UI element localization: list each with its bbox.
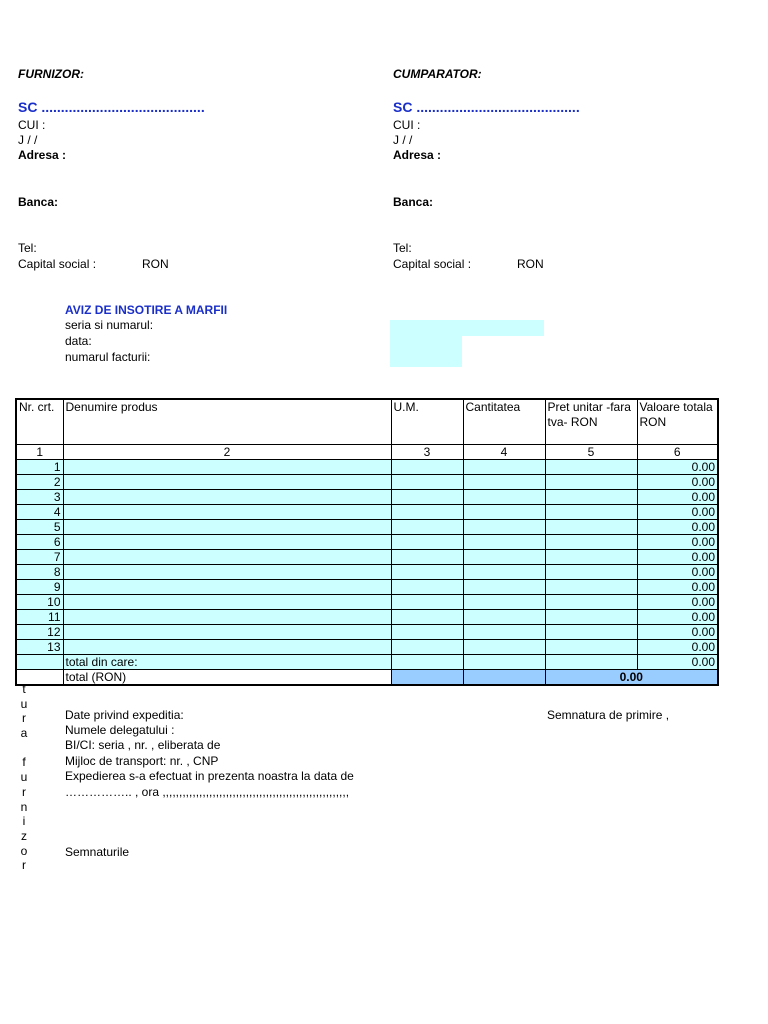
subtotal-um-cell — [391, 655, 463, 670]
subtotal-price-cell — [545, 655, 637, 670]
unit-price-cell[interactable] — [545, 580, 637, 595]
unit-price-cell[interactable] — [545, 565, 637, 580]
row-number: 3 — [16, 490, 63, 505]
row-value: 0.00 — [637, 490, 718, 505]
um-cell[interactable] — [391, 520, 463, 535]
um-cell[interactable] — [391, 595, 463, 610]
row-value: 0.00 — [637, 625, 718, 640]
quantity-cell[interactable] — [463, 520, 545, 535]
col-number: 4 — [463, 445, 545, 460]
quantity-cell[interactable] — [463, 580, 545, 595]
row-number: 11 — [16, 610, 63, 625]
supplier-capital-label: Capital social : — [18, 257, 97, 271]
table-header-row — [16, 399, 718, 445]
table-row — [16, 580, 718, 595]
notice-series-label: seria si numarul: — [65, 318, 154, 332]
um-cell[interactable] — [391, 550, 463, 565]
column-numbers-row — [16, 445, 718, 460]
invoice-input-cell[interactable] — [390, 351, 462, 367]
um-cell[interactable] — [391, 475, 463, 490]
buyer-tel: Tel: — [393, 241, 412, 255]
notice-title: AVIZ DE INSOTIRE A MARFII — [65, 303, 228, 317]
supplier-sc: SC .......................................... — [18, 99, 205, 115]
table-row — [16, 550, 718, 565]
table-row — [16, 505, 718, 520]
shipping-label: Date privind expeditia: — [65, 708, 184, 722]
total-row — [16, 670, 718, 686]
table-row — [16, 640, 718, 655]
product-cell[interactable] — [63, 610, 391, 625]
um-cell[interactable] — [391, 535, 463, 550]
unit-price-cell[interactable] — [545, 610, 637, 625]
quantity-cell[interactable] — [463, 595, 545, 610]
um-cell[interactable] — [391, 490, 463, 505]
supplier-heading: FURNIZOR: — [18, 67, 84, 81]
um-cell[interactable] — [391, 460, 463, 475]
unit-price-cell[interactable] — [545, 475, 637, 490]
row-value: 0.00 — [637, 535, 718, 550]
unit-price-cell[interactable] — [545, 535, 637, 550]
product-cell[interactable] — [63, 580, 391, 595]
supplier-tel: Tel: — [18, 241, 37, 255]
row-value: 0.00 — [637, 595, 718, 610]
table-row — [16, 460, 718, 475]
buyer-heading: CUMPARATOR: — [393, 67, 482, 81]
table-row — [16, 565, 718, 580]
quantity-cell[interactable] — [463, 475, 545, 490]
header-quantity: Cantitatea — [463, 399, 545, 445]
vertical-letter: n — [20, 799, 28, 814]
row-number: 6 — [16, 535, 63, 550]
quantity-cell[interactable] — [463, 550, 545, 565]
unit-price-cell[interactable] — [545, 595, 637, 610]
row-number: 10 — [16, 595, 63, 610]
vertical-text — [18, 682, 30, 873]
product-cell[interactable] — [63, 640, 391, 655]
supplier-address: Adresa : — [18, 148, 67, 162]
vertical-letter: r — [22, 784, 26, 799]
product-cell[interactable] — [63, 475, 391, 490]
total-value: 0.00 — [545, 670, 718, 686]
um-cell[interactable] — [391, 580, 463, 595]
row-number: 13 — [16, 640, 63, 655]
vertical-letter: t — [22, 682, 26, 696]
quantity-cell[interactable] — [463, 490, 545, 505]
product-cell[interactable] — [63, 565, 391, 580]
vertical-letter: i — [22, 814, 26, 829]
unit-price-cell[interactable] — [545, 490, 637, 505]
buyer-bank: Banca: — [393, 195, 434, 209]
product-cell[interactable] — [63, 505, 391, 520]
receipt-signature-label: Semnatura de primire , — [547, 708, 670, 722]
subtotal-row — [16, 655, 718, 670]
supplier-j: J / / — [18, 133, 38, 147]
row-number: 9 — [16, 580, 63, 595]
quantity-cell[interactable] — [463, 640, 545, 655]
row-number: 12 — [16, 625, 63, 640]
subtotal-nr-cell — [16, 655, 63, 670]
unit-price-cell[interactable] — [545, 505, 637, 520]
col-number: 6 — [637, 445, 718, 460]
row-number: 1 — [16, 460, 63, 475]
product-cell[interactable] — [63, 490, 391, 505]
supplier-cui: CUI : — [18, 118, 46, 132]
row-value: 0.00 — [637, 505, 718, 520]
unit-price-cell[interactable] — [545, 520, 637, 535]
table-row — [16, 475, 718, 490]
buyer-cui: CUI : — [393, 118, 421, 132]
vertical-letter: r — [22, 711, 26, 726]
row-number: 7 — [16, 550, 63, 565]
id-card-label: BI/CI: seria , nr. , eliberata de — [65, 738, 221, 752]
row-value: 0.00 — [637, 550, 718, 565]
vertical-letter: u — [20, 696, 28, 711]
product-cell[interactable] — [63, 625, 391, 640]
row-value: 0.00 — [637, 520, 718, 535]
row-number: 4 — [16, 505, 63, 520]
vertical-letter: a — [20, 726, 28, 741]
vertical-letter: o — [20, 843, 28, 858]
notice-date-label: data: — [65, 334, 92, 348]
vertical-letter — [18, 741, 30, 756]
header-nr: Nr. crt. — [16, 399, 63, 445]
buyer-capital-label: Capital social : — [393, 257, 472, 271]
col-number: 5 — [545, 445, 637, 460]
row-value: 0.00 — [637, 565, 718, 580]
unit-price-cell[interactable] — [545, 550, 637, 565]
row-value: 0.00 — [637, 460, 718, 475]
row-value: 0.00 — [637, 610, 718, 625]
um-cell[interactable] — [391, 610, 463, 625]
row-value: 0.00 — [637, 640, 718, 655]
vertical-letter: u — [20, 770, 28, 785]
product-cell[interactable] — [63, 520, 391, 535]
col-number: 3 — [391, 445, 463, 460]
product-cell[interactable] — [63, 535, 391, 550]
subtotal-qty-cell — [463, 655, 545, 670]
um-cell[interactable] — [391, 640, 463, 655]
um-cell[interactable] — [391, 565, 463, 580]
signatures-label: Semnaturile — [65, 845, 130, 859]
table-row — [16, 625, 718, 640]
header-um: U.M. — [391, 399, 463, 445]
quantity-cell[interactable] — [463, 505, 545, 520]
header-unit-price: Pret unitar -fara tva- RON — [545, 399, 637, 445]
unit-price-cell[interactable] — [545, 460, 637, 475]
quantity-cell[interactable] — [463, 610, 545, 625]
table-row — [16, 610, 718, 625]
items-table — [15, 398, 719, 686]
vertical-letter: r — [22, 858, 26, 873]
product-cell[interactable] — [63, 550, 391, 565]
date-time-line: …………….. , ora ,,,,,,,,,,,,,,,,,,,,,,,,,,,,,,,,,,,,,,,,,,,,,,,,,,,,,,,, — [65, 785, 350, 799]
delegate-label: Numele delegatului : — [65, 723, 175, 737]
table-row — [16, 595, 718, 610]
product-cell[interactable] — [63, 595, 391, 610]
buyer-j: J / / — [393, 133, 413, 147]
table-row — [16, 535, 718, 550]
vertical-letter: z — [21, 828, 27, 843]
quantity-cell[interactable] — [463, 460, 545, 475]
subtotal-value: 0.00 — [637, 655, 718, 670]
vertical-letter: f — [22, 755, 26, 770]
total-label: total (RON) — [63, 670, 391, 686]
date-input-cell[interactable] — [390, 336, 462, 351]
um-cell[interactable] — [391, 505, 463, 520]
total-qty-cell — [463, 670, 545, 686]
col-number: 1 — [16, 445, 63, 460]
supplier-bank: Banca: — [18, 195, 59, 209]
buyer-capital-currency: RON — [517, 257, 544, 271]
shipped-presence-label: Expedierea s-a efectuat in prezenta noastra la data de — [65, 769, 354, 783]
row-number: 8 — [16, 565, 63, 580]
header-total-value: Valoare totala RON — [637, 399, 718, 445]
um-cell[interactable] — [391, 625, 463, 640]
quantity-cell[interactable] — [463, 565, 545, 580]
table-row — [16, 520, 718, 535]
series-input-cell[interactable] — [390, 320, 544, 336]
col-number: 2 — [63, 445, 391, 460]
buyer-sc: SC .......................................... — [393, 99, 580, 115]
buyer-address: Adresa : — [393, 148, 442, 162]
product-cell[interactable] — [63, 460, 391, 475]
quantity-cell[interactable] — [463, 535, 545, 550]
row-value: 0.00 — [637, 580, 718, 595]
supplier-capital-currency: RON — [142, 257, 169, 271]
table-row — [16, 490, 718, 505]
row-value: 0.00 — [637, 475, 718, 490]
unit-price-cell[interactable] — [545, 640, 637, 655]
row-number: 5 — [16, 520, 63, 535]
notice-invoice-label: numarul facturii: — [65, 350, 151, 364]
transport-label: Mijloc de transport: nr. , CNP — [65, 754, 219, 768]
unit-price-cell[interactable] — [545, 625, 637, 640]
total-um-cell — [391, 670, 463, 686]
subtotal-label: total din care: — [63, 655, 391, 670]
quantity-cell[interactable] — [463, 625, 545, 640]
row-number: 2 — [16, 475, 63, 490]
header-product: Denumire produs — [63, 399, 391, 445]
